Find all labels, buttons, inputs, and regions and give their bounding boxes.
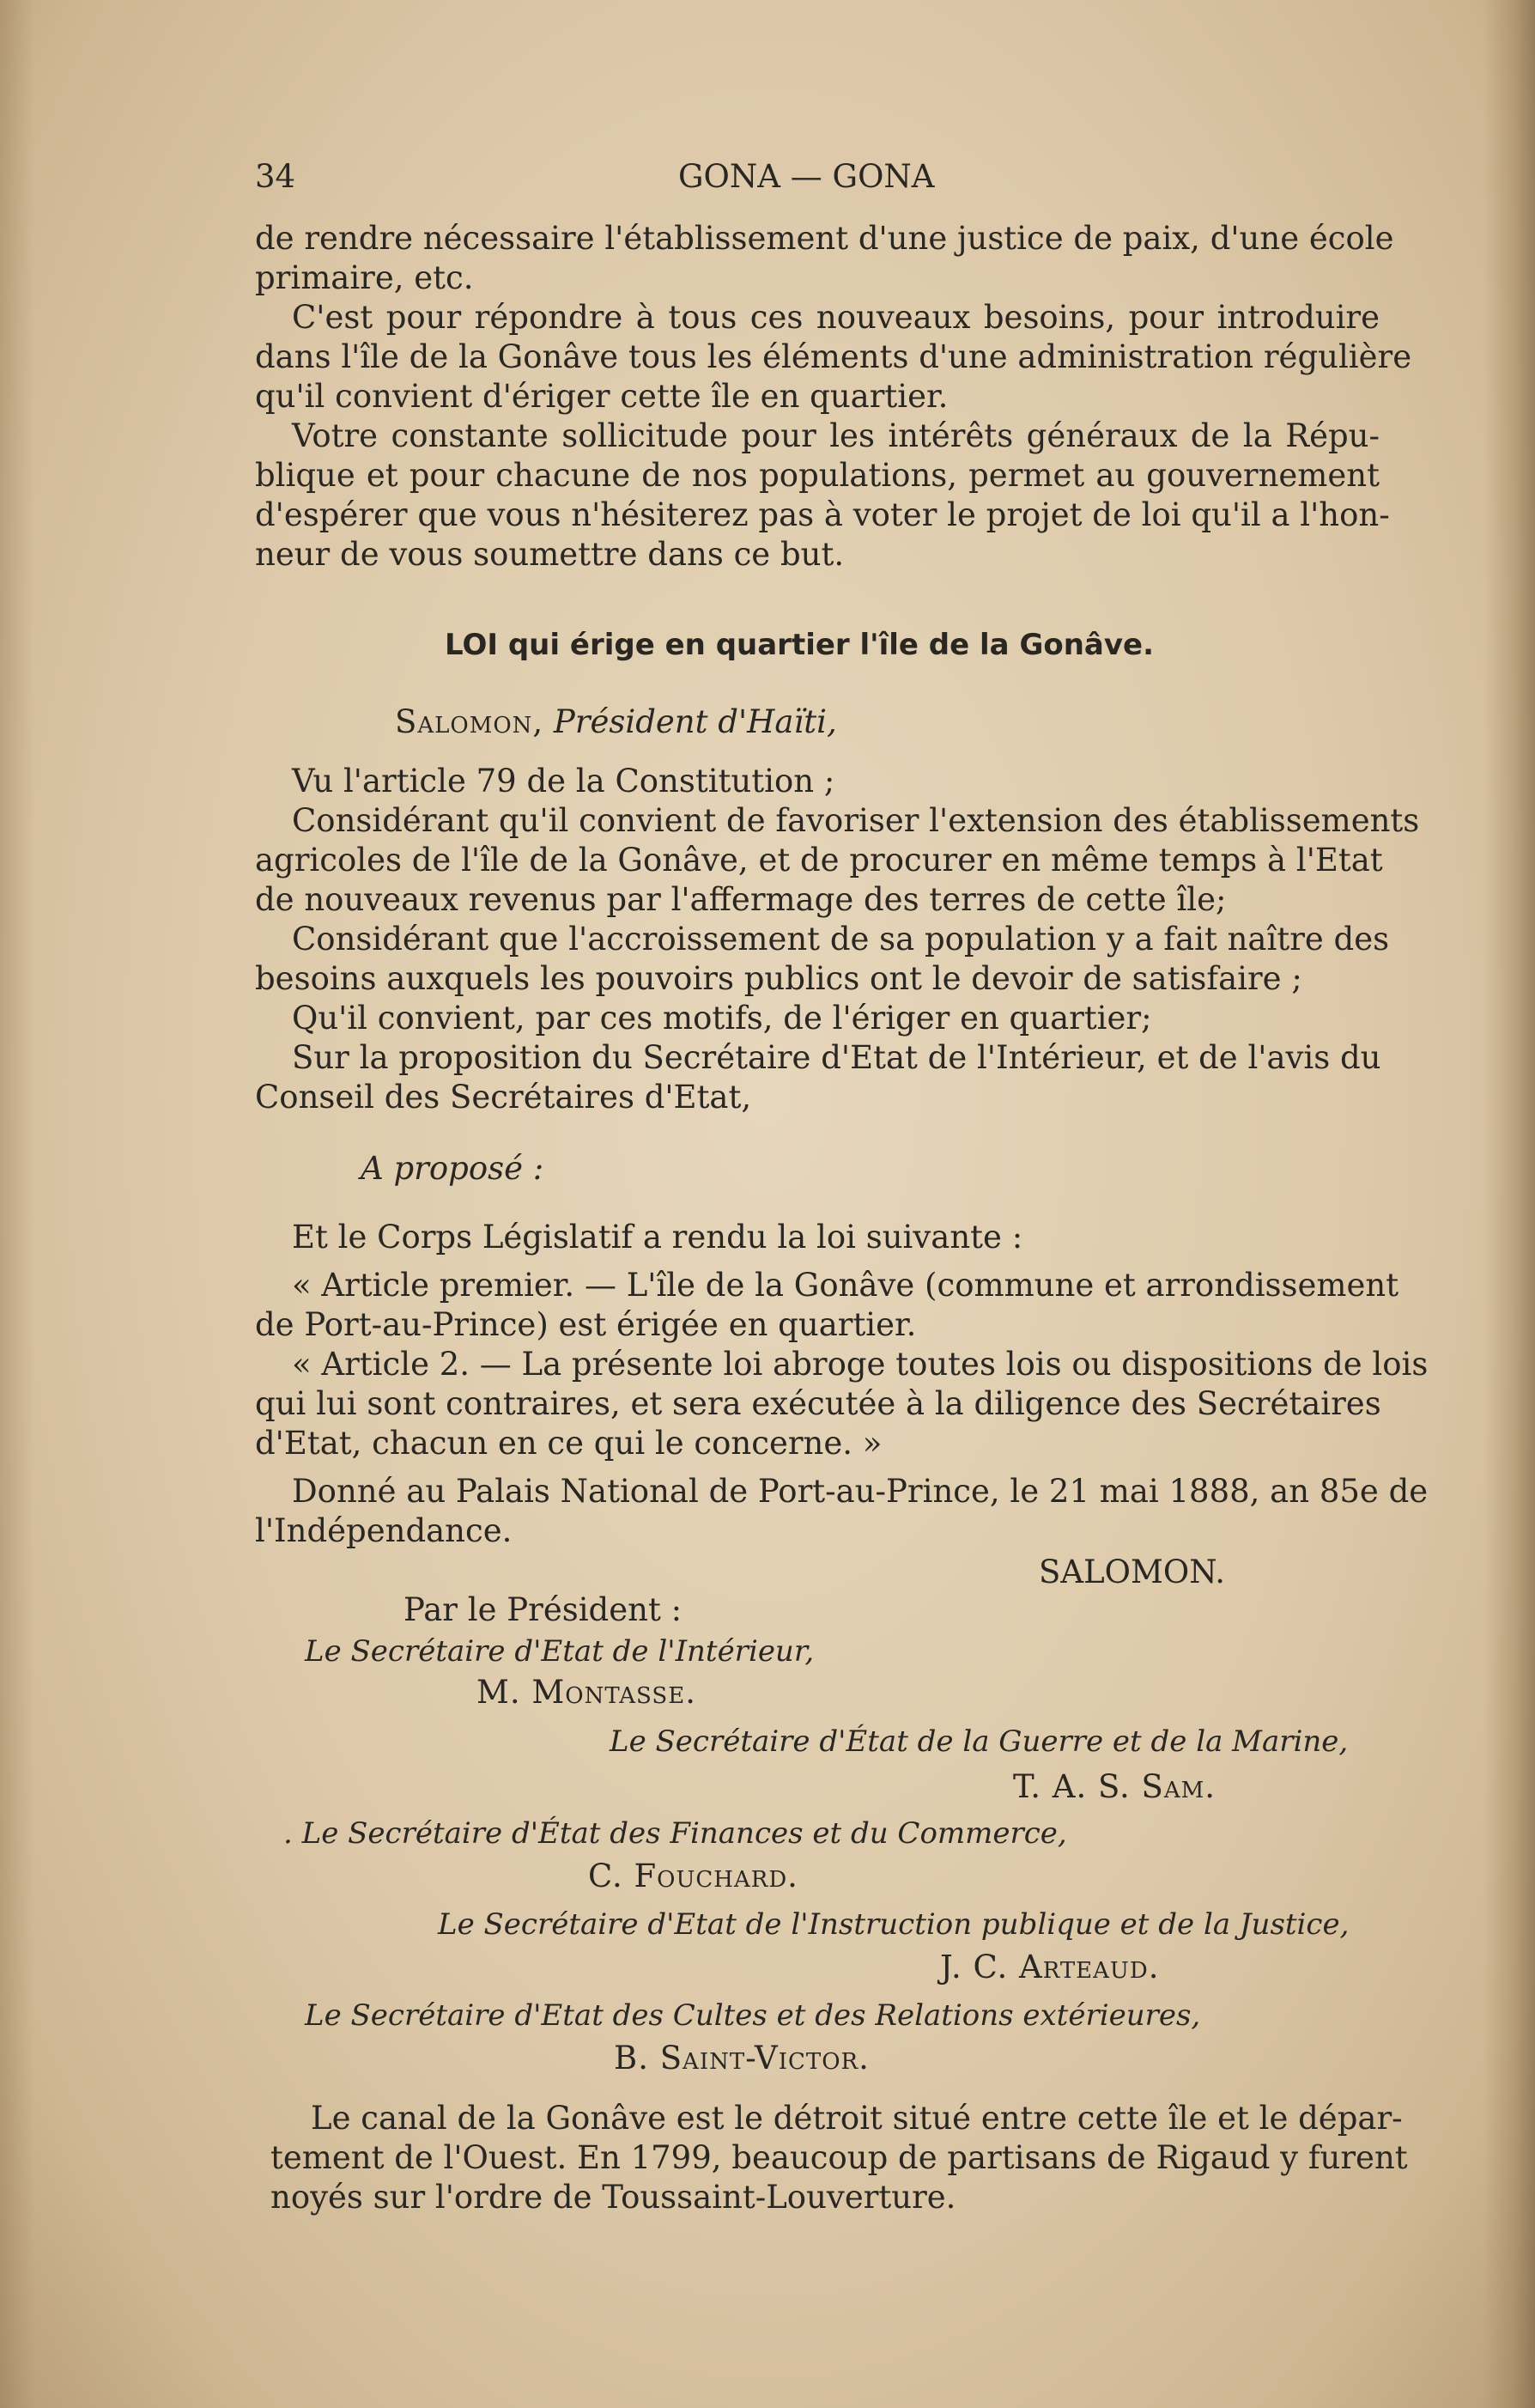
intro-line-1: de rendre nécessaire l'établissement d'une justice de paix, d'une école [255, 220, 1394, 257]
consideration-line-8: Sur la proposition du Secrétaire d'Etat de l'Intérieur, et de l'avis du [292, 1039, 1381, 1076]
secretary-title-finance: . Le Secrétaire d'État des Finances et du Commerce, [283, 1816, 1067, 1851]
consideration-line-5: Considérant que l'accroissement de sa population y a fait naître des [292, 921, 1390, 958]
secretary-title-education: Le Secrétaire d'Etat de l'Instruction publique et de la Justice, [438, 1907, 1350, 1942]
secretary-name-interior: M. Montasse. [476, 1674, 696, 1711]
proposed-label: A proposé : [361, 1150, 544, 1187]
intro-line-9: neur de vous soumettre dans ce but. [255, 536, 845, 573]
secretary-name-foreign: B. Saint-Victor. [614, 2040, 870, 2077]
secretary-name-war: T. A. S. Sam. [1013, 1768, 1216, 1805]
secretary-name-finance: C. Fouchard. [588, 1858, 798, 1894]
president-name: Salomon, [395, 703, 544, 740]
secretary-name-education: J. C. Arteaud. [940, 1949, 1160, 1985]
article-line-5: qui lui sont contraires, et sera exécutée à la diligence des Secrétaires [255, 1385, 1381, 1422]
secretary-title-foreign: Le Secrétaire d'Etat des Cultes et des Relations extérieures, [305, 1998, 1201, 2033]
consideration-line-9: Conseil des Secrétaires d'Etat, [255, 1079, 752, 1116]
intro-line-5: qu'il convient d'ériger cette île en quartier. [255, 378, 949, 415]
by-president-label: Par le Président : [403, 1591, 683, 1628]
consideration-line-7: Qu'il convient, par ces motifs, de l'ériger en quartier; [292, 1000, 1152, 1037]
intro-line-2: primaire, etc. [255, 259, 474, 296]
article-line-8: l'Indépendance. [255, 1512, 513, 1549]
closing-line-2: tement de l'Ouest. En 1799, beaucoup de partisans de Rigaud y furent [270, 2139, 1408, 2176]
intro-line-4: dans l'île de la Gonâve tous les éléments d'une administration régulière [255, 338, 1412, 375]
consideration-line-3: agricoles de l'île de la Gonâve, et de procurer en même temps à l'Etat [255, 842, 1383, 879]
article-line-4: « Article 2. — La présente loi abroge toutes lois ou dispositions de lois [292, 1346, 1429, 1383]
closing-line-3: noyés sur l'ordre de Toussaint-Louverture. [270, 2179, 956, 2216]
consideration-line-6: besoins auxquels les pouvoirs publics ont le devoir de satisfaire ; [255, 960, 1302, 997]
president-heading [395, 702, 837, 742]
article-line-2: « Article premier. — L'île de la Gonâve (commune et arrondissement [292, 1267, 1399, 1304]
article-line-7: Donné au Palais National de Port-au-Prince, le 21 mai 1888, an 85e de [292, 1473, 1429, 1510]
page-shadow-right [1483, 0, 1535, 2408]
secretary-title-interior: Le Secrétaire d'Etat de l'Intérieur, [305, 1634, 815, 1669]
page-shadow-left [0, 0, 34, 2408]
article-line-1: Et le Corps Législatif a rendu la loi suivante : [292, 1219, 1023, 1256]
closing-line-1: Le canal de la Gonâve est le détroit situé entre cette île et le dépar- [311, 2100, 1403, 2137]
article-line-3: de Port-au-Prince) est érigée en quartier. [255, 1306, 917, 1343]
intro-line-6: Votre constante sollicitude pour les intérêts généraux de la Répu- [292, 417, 1380, 454]
intro-line-7: blique et pour chacune de nos populations, permet au gouvernement [255, 457, 1380, 494]
secretary-title-war: Le Secrétaire d'État de la Guerre et de la Marine, [610, 1724, 1349, 1759]
intro-line-3: C'est pour répondre à tous ces nouveaux besoins, pour introduire [292, 299, 1380, 336]
president-title: Président d'Haïti, [553, 703, 837, 740]
consideration-line-2: Considérant qu'il convient de favoriser l'extension des établissements [292, 802, 1420, 839]
running-title: GONA — GONA [678, 158, 935, 195]
article-line-6: d'Etat, chacun en ce qui le concerne. » [255, 1425, 883, 1462]
consideration-line-1: Vu l'article 79 de la Constitution ; [292, 763, 835, 800]
page-number: 34 [255, 158, 296, 195]
consideration-line-4: de nouveaux revenus par l'affermage des terres de cette île; [255, 881, 1227, 918]
intro-line-8: d'espérer que vous n'hésiterez pas à voter le projet de loi qu'il a l'hon- [255, 496, 1390, 533]
law-title: LOI qui érige en quartier l'île de la Gonâve. [445, 628, 1155, 662]
president-signature: SALOMON. [1039, 1554, 1225, 1590]
